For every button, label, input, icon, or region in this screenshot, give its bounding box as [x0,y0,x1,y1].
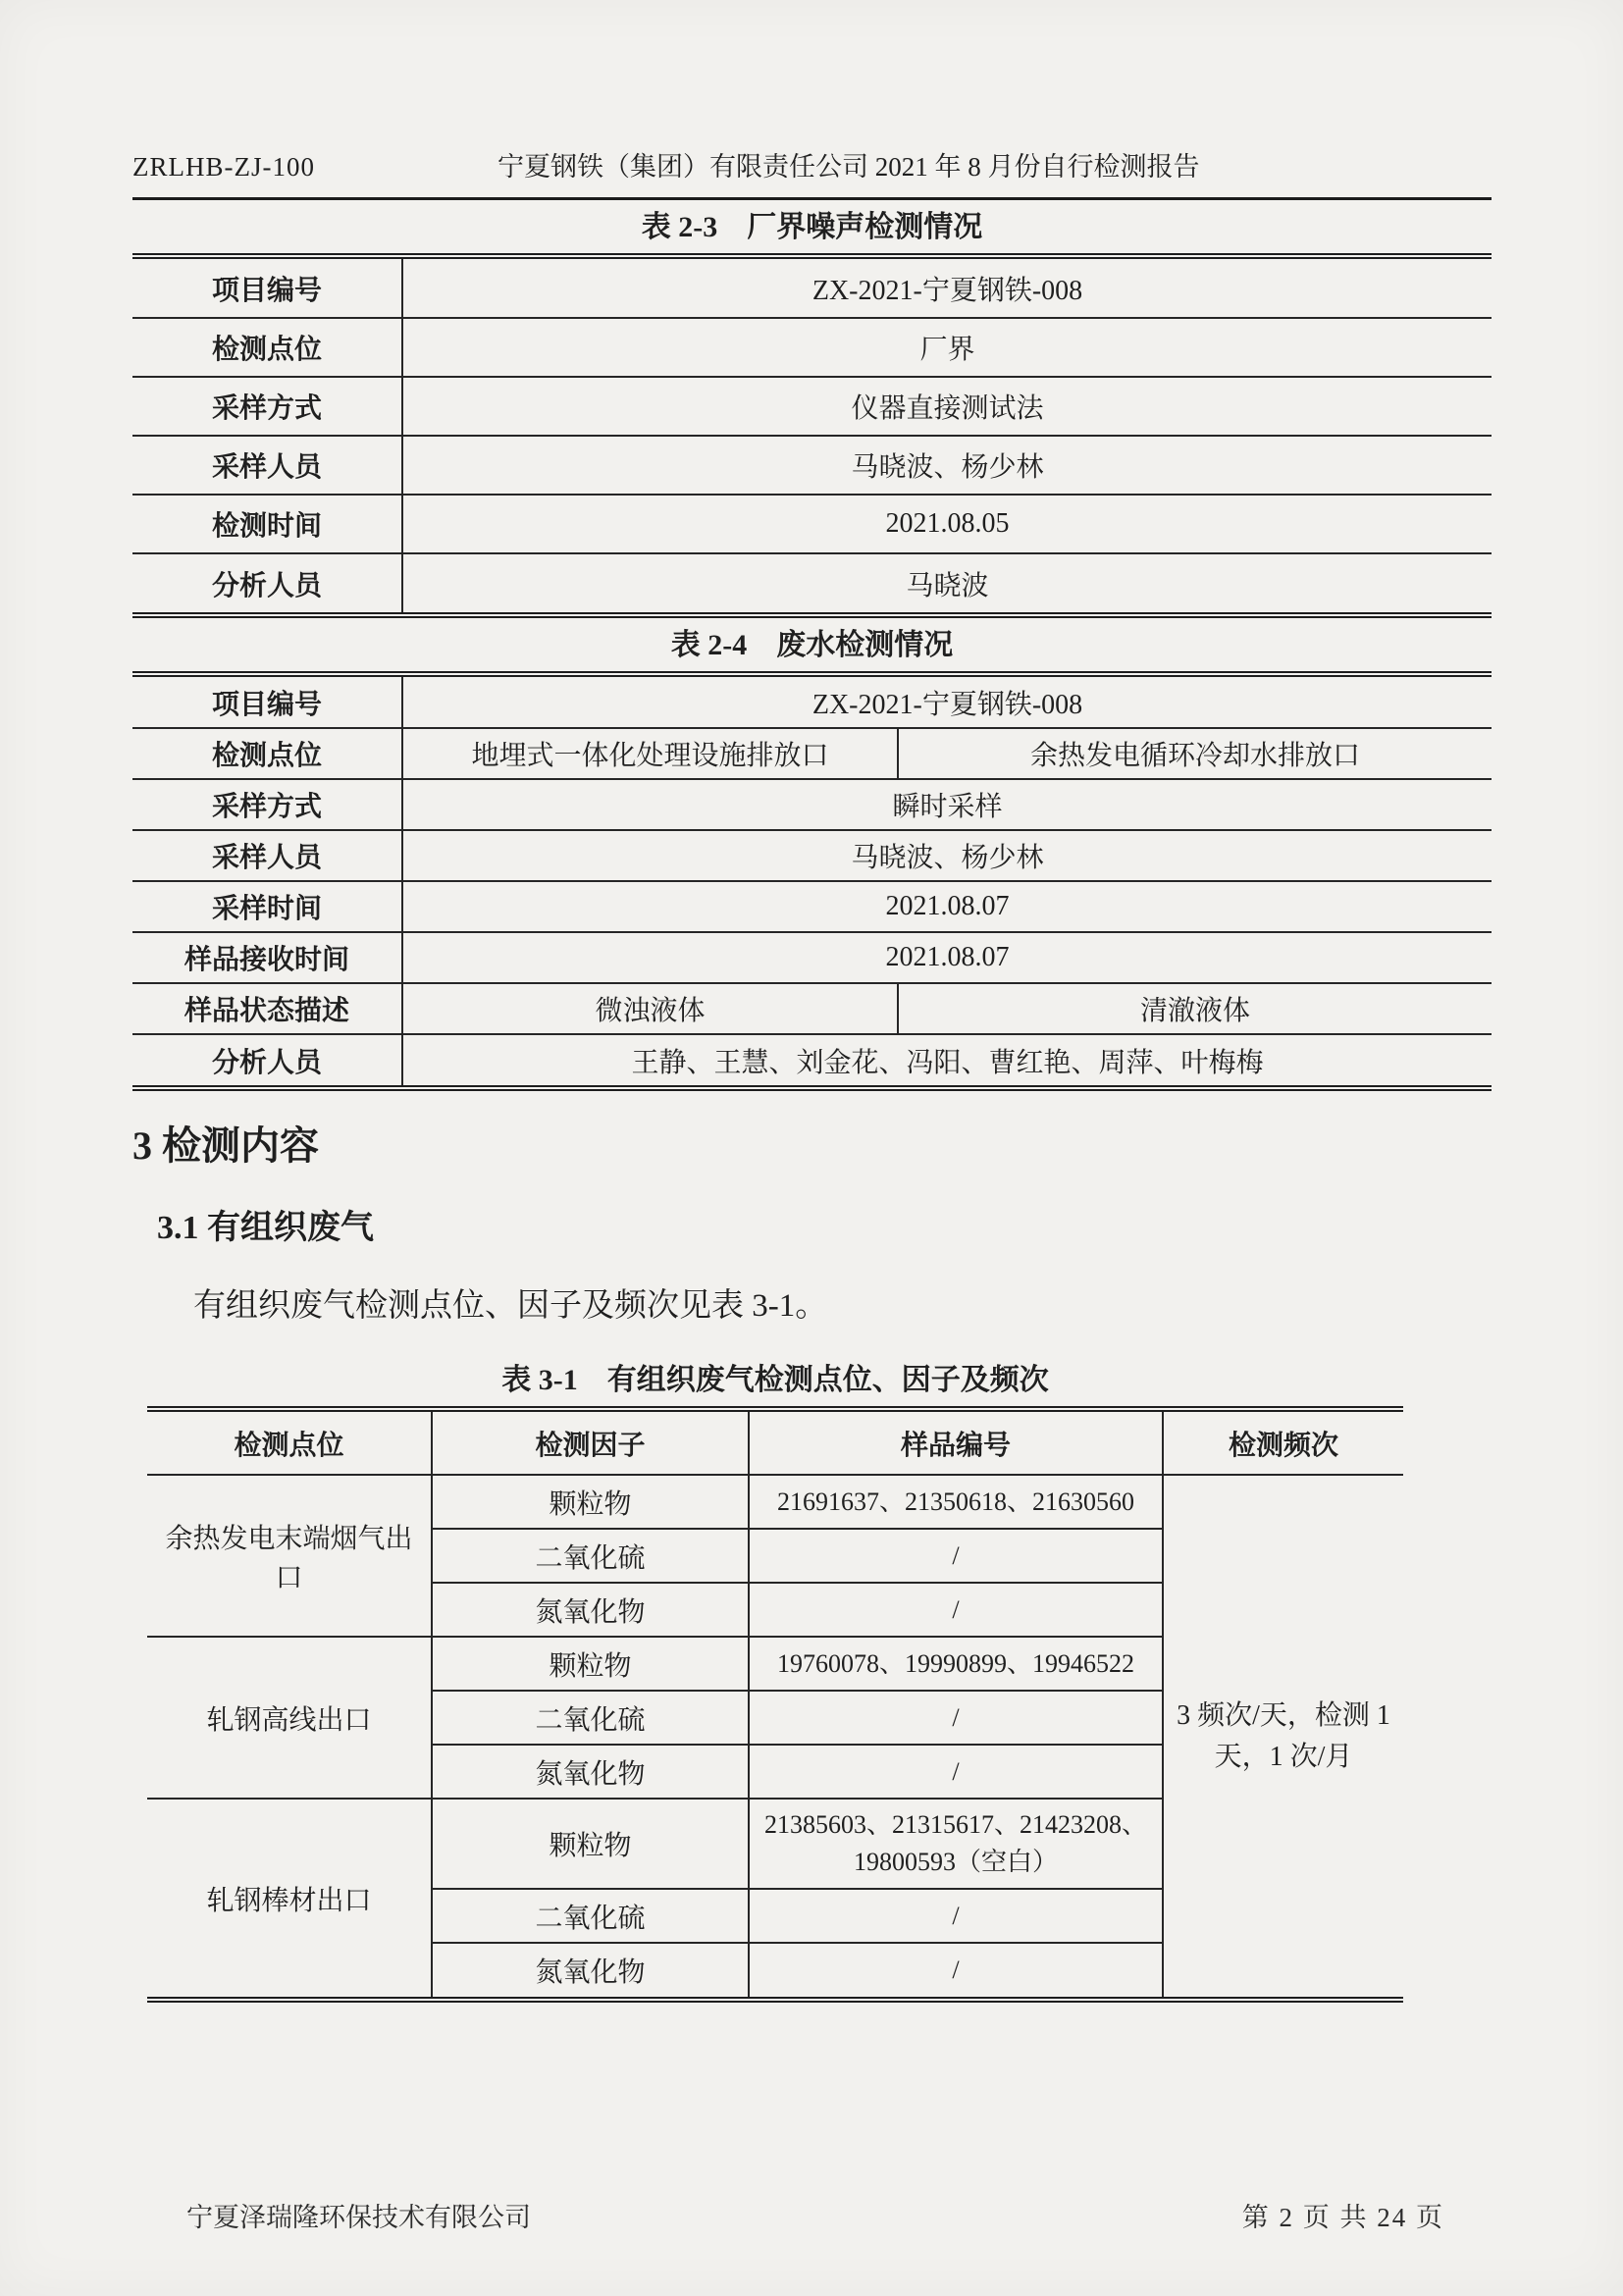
row-value: 马晓波、杨少林 [402,830,1492,881]
point-cell: 轧钢棒材出口 [147,1799,432,1997]
table-row [147,1475,1403,1529]
report-title: 宁夏钢铁（集团）有限责任公司 2021 年 8 月份自行检测报告 [497,152,1200,182]
sample-cell: 21385603、21315617、21423208、19800593（空白） [749,1799,1163,1889]
row-label: 检测点位 [132,318,402,377]
sample-cell: / [749,1889,1163,1943]
row-value: 马晓波、杨少林 [402,436,1492,495]
sample-cell: / [749,1943,1163,1997]
factor-cell: 二氧化硫 [432,1889,749,1943]
factor-cell: 氮氧化物 [432,1745,749,1799]
sample-cell: 21691637、21350618、21630560 [749,1475,1163,1529]
table-row [132,728,1492,779]
row-value: 2021.08.05 [402,495,1492,553]
table-2-4-name: 废水检测情况 [776,629,954,661]
row-label: 分析人员 [132,1034,402,1085]
row-label: 采样人员 [132,436,402,495]
table-row [132,1034,1492,1085]
table-2-4-title [132,626,1492,665]
table-2-3-label: 表 2-3 [641,211,718,243]
page-footer [132,2196,1492,2234]
table-2-3 [132,253,1492,618]
row-value: 马晓波 [402,553,1492,612]
row-value-left: 微浊液体 [402,983,898,1034]
row-value: 2021.08.07 [402,932,1492,983]
row-value: 2021.08.07 [402,881,1492,932]
row-value: 瞬时采样 [402,779,1492,830]
table-3-1-label: 表 3-1 [501,1364,578,1396]
row-value-left: 地埋式一体化处理设施排放口 [402,728,898,779]
row-label: 分析人员 [132,553,402,612]
point-cell: 余热发电末端烟气出口 [147,1475,432,1637]
table-row [132,830,1492,881]
col-header-frequency: 检测频次 [1163,1412,1403,1475]
factor-cell: 颗粒物 [432,1637,749,1691]
footer-company: 宁夏泽瑞隆环保技术有限公司 [186,2203,531,2232]
row-label: 项目编号 [132,259,402,318]
table-row [132,377,1492,436]
factor-cell: 二氧化硫 [432,1529,749,1583]
row-value: ZX-2021-宁夏钢铁-008 [402,259,1492,318]
table-row [132,259,1492,318]
row-value-right: 清澈液体 [898,983,1492,1034]
col-header-sample: 样品编号 [749,1412,1163,1475]
table-row [132,495,1492,553]
table-row [132,318,1492,377]
row-label: 采样方式 [132,377,402,436]
table-row [132,881,1492,932]
row-value: ZX-2021-宁夏钢铁-008 [402,677,1492,728]
row-label: 样品状态描述 [132,983,402,1034]
row-value: 王静、王慧、刘金花、冯阳、曹红艳、周萍、叶梅梅 [402,1034,1492,1085]
factor-cell: 二氧化硫 [432,1691,749,1745]
row-value-right: 余热发电循环冷却水排放口 [898,728,1492,779]
sample-cell: / [749,1745,1163,1799]
table-2-4-label: 表 2-4 [670,629,748,661]
table-3-1-title [147,1361,1403,1400]
factor-cell: 氮氧化物 [432,1583,749,1637]
col-header-point: 检测点位 [147,1412,432,1475]
row-label: 样品接收时间 [132,932,402,983]
section-3-heading: 3 检测内容 [132,1123,319,1168]
row-label: 项目编号 [132,677,402,728]
table-2-3-title [132,208,1492,247]
row-label: 采样人员 [132,830,402,881]
sample-cell: / [749,1583,1163,1637]
footer-page-number: 第 2 页 共 24 页 [1241,2203,1444,2232]
row-label: 检测点位 [132,728,402,779]
table-row [132,779,1492,830]
factor-cell: 颗粒物 [432,1475,749,1529]
factor-cell: 氮氧化物 [432,1943,749,1997]
table-3-1-name: 有组织废气检测点位、因子及频次 [606,1364,1049,1396]
table-row [132,677,1492,728]
col-header-factor: 检测因子 [432,1412,749,1475]
table-header-row [147,1412,1403,1475]
table-row [132,983,1492,1034]
point-cell: 轧钢高线出口 [147,1637,432,1799]
table-3-1 [147,1406,1403,2003]
row-label: 采样方式 [132,779,402,830]
table-2-4 [132,671,1492,1091]
row-value: 厂界 [402,318,1492,377]
row-label: 采样时间 [132,881,402,932]
table-row [132,932,1492,983]
page-content [132,145,1492,2003]
section-3-1-heading: 3.1 有组织废气 [157,1210,374,1246]
sample-cell: 19760078、19990899、19946522 [749,1637,1163,1691]
factor-cell: 颗粒物 [432,1799,749,1889]
sample-cell: / [749,1691,1163,1745]
table-row [132,436,1492,495]
table-row [132,553,1492,612]
page-header [132,145,1492,200]
row-value: 仪器直接测试法 [402,377,1492,436]
table-2-3-name: 厂界噪声检测情况 [747,211,983,243]
row-label: 检测时间 [132,495,402,553]
doc-code: ZRLHB-ZJ-100 [132,152,315,182]
sample-cell: / [749,1529,1163,1583]
frequency-cell: 3 频次/天，检测 1 天，1 次/月 [1163,1475,1403,1997]
section-3-1-paragraph: 有组织废气检测点位、因子及频次见表 3-1。 [193,1288,828,1324]
